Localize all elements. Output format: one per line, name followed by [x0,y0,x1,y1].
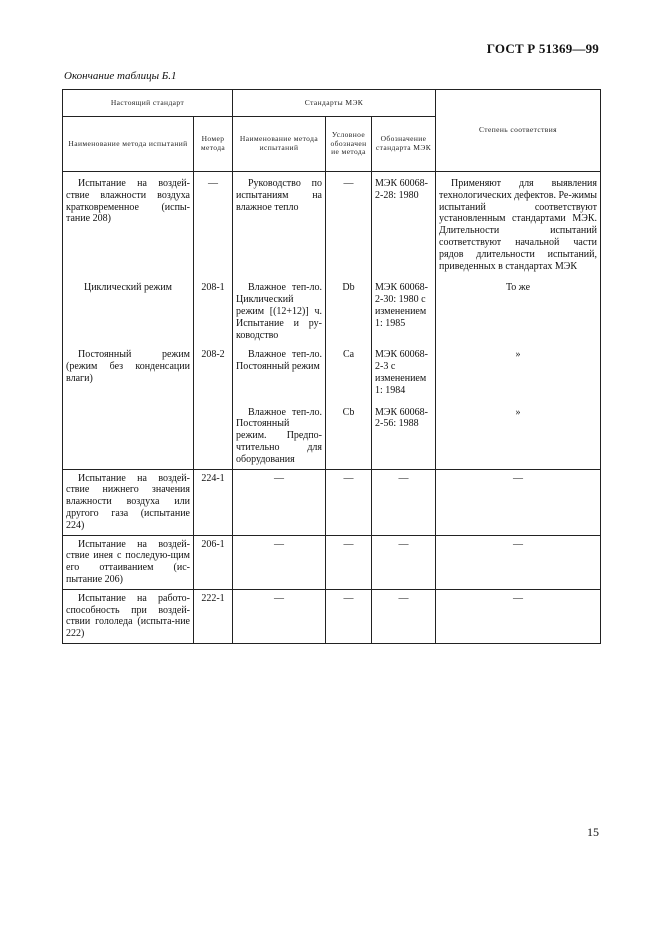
header-designation: Условное обозначение метода [326,117,372,172]
iec-method-name-cell: Руководство по испытаниям на влажное тепло [233,172,326,275]
method-number-cell: 208-1 [194,274,233,343]
test-name-cell [63,399,194,469]
designation-cell: — [326,469,372,535]
designation-cell: — [326,172,372,275]
method-number-cell: 224-1 [194,469,233,535]
standard-cell: МЭК 60068-2-56: 1988 [372,399,436,469]
compliance-cell: — [436,589,601,643]
method-number-cell: 222-1 [194,589,233,643]
table-row [63,274,601,343]
header-current-standard: Настоящий стандарт [63,90,233,117]
table-caption: Окончание таблицы Б.1 [64,70,177,82]
designation-cell: Cb [326,399,372,469]
header-method-number: Номер метода [194,117,233,172]
standard-cell: — [372,589,436,643]
compliance-cell: » [436,399,601,469]
table-row [63,172,601,275]
table-row [63,535,601,589]
test-name-cell: Постоянный режим (режим без конденсации влаги) [63,343,194,398]
test-name-cell: Испытание на воздей-ствие нижнего значения влажности воздуха или другого газа (испытание 224) [63,469,194,535]
standard-cell: — [372,469,436,535]
test-name-cell: Испытание на воздей-ствие инея с последую-щим его оттаиванием (ис-пытание 206) [63,535,194,589]
table-row [63,399,601,469]
page-number: 15 [587,825,599,839]
iec-method-name-cell: — [233,469,326,535]
table-row [63,343,601,398]
iec-method-name-cell: Влажное теп-ло. Циклический режим [(12+12)] ч. Испытание и ру-ководство [233,274,326,343]
standard-cell: МЭК 60068-2-3 с изменением 1: 1984 [372,343,436,398]
header-compliance: Степень соответствия [436,90,601,172]
method-number-cell: — [194,172,233,275]
comparison-table [62,89,601,644]
test-name-cell: Циклический режим [63,274,194,343]
designation-cell: Db [326,274,372,343]
document-code: ГОСТ Р 51369—99 [486,41,599,56]
designation-cell: — [326,589,372,643]
header-iec-method-name: Наименование метода испытаний [233,117,326,172]
compliance-cell: » [436,343,601,398]
compliance-cell: — [436,469,601,535]
iec-method-name-cell: — [233,535,326,589]
method-number-cell: 208-2 [194,343,233,398]
test-name-cell: Испытание на работо-способность при воздей-ствии гололеда (испыта-ние 222) [63,589,194,643]
compliance-cell: То же [436,274,601,343]
table-row [63,469,601,535]
standard-cell: МЭК 60068-2-28: 1980 [372,172,436,275]
iec-method-name-cell: Влажное теп-ло. Постоянный режим [233,343,326,398]
compliance-cell: — [436,535,601,589]
iec-method-name-cell: Влажное теп-ло. Постоянный режим. Предпо-чтительно для оборудования [233,399,326,469]
compliance-cell: Применяют для выявления технологических дефектов. Ре-жимы испытаний соответствуют установленным стандартами МЭК. Длительности испытаний соответствуют начальной части рядов длительности испытаний, приведенных в стандартах МЭК [436,172,601,275]
standard-cell: — [372,535,436,589]
header-standard-designation: Обозначение стандарта МЭК [372,117,436,172]
iec-method-name-cell: — [233,589,326,643]
method-number-cell [194,399,233,469]
table-row [63,589,601,643]
header-test-method-name: Наименование метода испытаний [63,117,194,172]
designation-cell: Ca [326,343,372,398]
designation-cell: — [326,535,372,589]
test-name-cell: Испытание на воздей-ствие влажности воздуха кратковременное (испы-тание 208) [63,172,194,275]
standard-cell: МЭК 60068-2-30: 1980 с изменением 1: 1985 [372,274,436,343]
header-iec-standards: Стандарты МЭК [233,90,436,117]
method-number-cell: 206-1 [194,535,233,589]
